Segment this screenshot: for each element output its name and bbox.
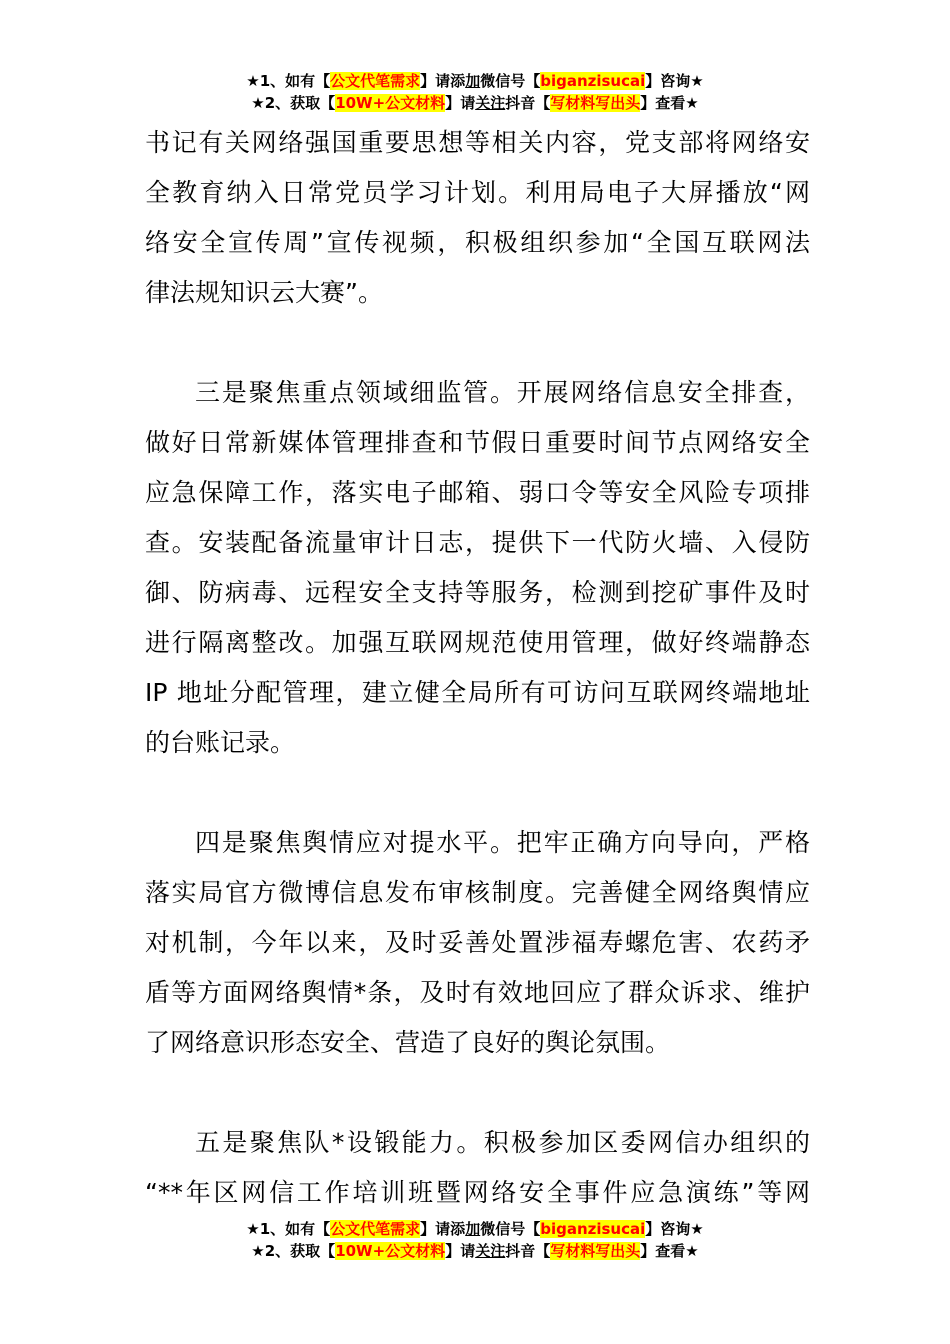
paragraph-1 (145, 118, 810, 318)
promo-highlight-douyin: 写材料写出头 (550, 94, 641, 112)
text-line: 五是聚焦队*设锻能力。积极参加区委网信办组织的 (195, 1128, 810, 1157)
promo-highlight-service: 公文代笔需求 (330, 1220, 421, 1238)
text-line: 书记有关网络强国重要思想等相关内容，党支部将网络安 (145, 128, 810, 157)
promo-banner-top (0, 70, 950, 114)
text-line: 落实局官方微博信息发布审核制度。完善健全网络舆情应 (145, 878, 810, 907)
promo-highlight-douyin: 写材料写出头 (550, 1242, 641, 1260)
paragraph-4 (145, 1118, 810, 1218)
promo-line-1: ★1、如有【公文代笔需求】请添加微信号【biganzisucai】咨询★ (246, 72, 704, 90)
document-body (145, 118, 810, 1218)
text-line: 络安全宣传周”宣传视频，积极组织参加“全国互联网法 (145, 228, 810, 257)
text-line: 查。安装配备流量审计日志，提供下一代防火墙、入侵防 (145, 528, 810, 557)
text-line: 四是聚焦舆情应对提水平。把牢正确方向导向，严格 (195, 828, 810, 857)
text-line: 做好日常新媒体管理排查和节假日重要时间节点网络安全 (145, 428, 810, 457)
promo-highlight-service: 公文代笔需求 (330, 72, 421, 90)
text-line: 三是聚焦重点领域细监管。开展网络信息安全排查， (195, 378, 810, 407)
text-line: 盾等方面网络舆情*条，及时有效地回应了群众诉求、维护 (145, 978, 810, 1007)
text-line: 全教育纳入日常党员学习计划。利用局电子大屏播放“网 (145, 178, 810, 207)
text-line: 进行隔离整改。加强互联网规范使用管理，做好终端静态 (145, 628, 810, 657)
promo-banner-bottom (0, 1218, 950, 1262)
promo-line-2: ★2、获取【10W+公文材料】请关注抖音【写材料写出头】查看★ (251, 94, 699, 112)
promo-highlight-wechat-id: biganzisucai (540, 1220, 646, 1238)
text-line: 律法规知识云大赛”。 (145, 278, 383, 307)
text-line: 应急保障工作，落实电子邮箱、弱口令等安全风险专项排 (145, 478, 810, 507)
text-line: 对机制，今年以来，及时妥善处置涉福寿螺危害、农药矛 (145, 928, 810, 957)
text-line: 御、防病毒、远程安全支持等服务，检测到挖矿事件及时 (145, 578, 810, 607)
promo-line-2: ★2、获取【10W+公文材料】请关注抖音【写材料写出头】查看★ (251, 1242, 699, 1260)
text-line: IP 地址分配管理，建立健全局所有可访问互联网终端地址 (145, 678, 810, 707)
text-line: “**年区网信工作培训班暨网络安全事件应急演练”等网 (145, 1178, 810, 1207)
text-line: 的台账记录。 (145, 728, 296, 757)
paragraph-3 (145, 818, 810, 1068)
paragraph-2 (145, 368, 810, 768)
promo-highlight-materials: 10W+公文材料 (335, 1242, 446, 1260)
promo-line-1: ★1、如有【公文代笔需求】请添加微信号【biganzisucai】咨询★ (246, 1220, 704, 1238)
promo-highlight-wechat-id: biganzisucai (540, 72, 646, 90)
text-line: 了网络意识形态安全、营造了良好的舆论氛围。 (145, 1028, 671, 1057)
promo-highlight-materials: 10W+公文材料 (335, 94, 446, 112)
